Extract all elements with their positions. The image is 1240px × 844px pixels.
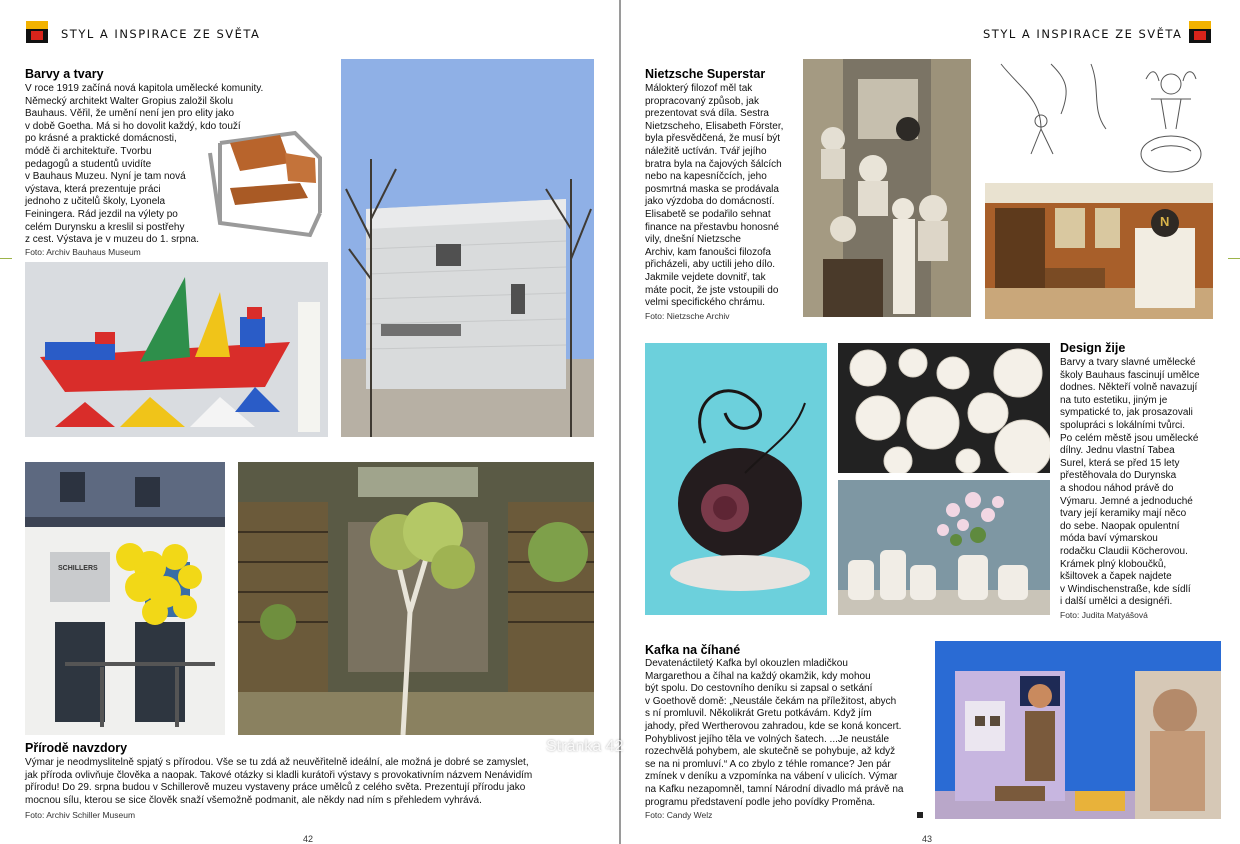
sketch-illustration (981, 59, 1213, 179)
article-body-prirode-navzdory: Výmar je neodmyslitelně spjatý s přírodou. Vše se tu zdá až neuvěřitelně ideální, ale možná je dobré se zamyslet, jak příroda ovlivňuje člověka a naopak. Takové otázky si kladli kurátoři výstavy s provokativním názvem Nenávidím přírodu! Do 29. srpna budou v Schillerově muzeu vystaveny práce umělců z celého světa. Prezentují přírodu jako mocnou sílu, kterou se sice člověk snaží všemožně podmanit, ale někdy nad ním s přehledem vyhrává. (25, 757, 533, 806)
section-header-left: STYL A INSPIRACE ZE SVĚTA (61, 27, 261, 41)
article-body-design-zije: Barvy a tvary slavné umělecké školy Bauhaus fascinují umělce dodnes. Někteří volně navazují na tuto estetiku, jiným je sympatické to, jak prosazovali spolupráci s lokálními tvůrci. Po celém městě jsou umělecké dílny. Jednu vlastní Tabea Surel, která se před 15 lety přestěhovala do Durynska a shodou náhod právě do Výmaru. Jemné a jednoduché tvary její keramiky mají něco do sebe. Naopak opulentní móda baví výmarskou rodačku Claudii Köcherovou. Krámek plný kloboučků, kšiltovek a čapek najdete v Windischenstraße, kde sídlí i další umělci a designéři. (1060, 357, 1200, 608)
article-body-nietzsche: Málokterý filozof měl tak propracovaný způsob, jak prezentovat svá díla. Sestra Nietzscheho, Elisabeth Förster, byla přesvědčená, že musí být náležitě uctíván. Tvář jejího bratra byla na čajových šálcích nebo na kapesníčcích, jeho posmrtná maska se prodávala jako výzdoba do domácností. Elisabetě se podařilo sehnat finance na přestavbu honosné vily, dnešní Nietzsche Archiv, kam fanoušci filozofa přicházeli, aby uctili jeho dílo. Jakmile vejdete dovnitř, tak máte pocit, že jste vstoupili do velmi specifického chrámu. (645, 83, 784, 309)
right-edge-rule (1228, 258, 1240, 259)
article-heading-barvy-a-tvary: Barvy a tvary (25, 67, 104, 81)
nietzsche-busts-photo (803, 59, 971, 317)
ceramic-vases-flowers-photo (838, 480, 1050, 615)
overgrown-library-photo (238, 462, 594, 735)
nietzsche-n-monogram: N (1160, 214, 1170, 229)
ceramics-plates-photo (838, 343, 1050, 473)
kafka-theatre-stage-photo (935, 641, 1221, 819)
article-body-kafka: Devatenáctiletý Kafka byl okouzlen mladičkou Margarethou a číhal na každý okamžik, kdy mohou být spolu. Do cestovního deníku si zapsal o setkání v Goethově domě: „Neustále čekám na příležitost, abych s ní promluvil. Několikrát Gretu potkávám. Když jím jahody, před Wertherovou zahradou, kde se koná koncert. Pohyblivost jejího těla ve volných šatech. ...Je neustále rozechvělá pohybem, ale skutečně se pohybuje, až když se na ni promluví.“ A co zbylo z téhle romance? Jen pár zmínek v deníku a vzpomínka na vábení v ulicích. Výmar na Kafku nezapomněl, tamní Národní divadlo má právě na programu představení podle jeho povídky Proměna. (645, 658, 904, 808)
page-watermark: Stránka 42 (546, 738, 624, 755)
hat-fascinator-photo (645, 343, 827, 615)
photo-credit-bauhaus: Foto: Archiv Bauhaus Museum (25, 247, 141, 257)
photo-credit-design: Foto: Judita Matyášová (1060, 610, 1148, 620)
end-of-article-square (917, 812, 923, 818)
article-heading-kafka-na-cihane: Kafka na číhané (645, 643, 741, 657)
magazine-logo-left (26, 21, 48, 43)
photo-credit-kafka: Foto: Candy Welz (645, 810, 713, 820)
page-number-right: 43 (922, 834, 933, 844)
schillers-sign: SCHILLERS (58, 565, 98, 572)
article-heading-prirode-navzdory: Přírodě navzdory (25, 741, 128, 755)
magazine-logo-right (1189, 21, 1211, 43)
article-body-barvy-a-tvary: V roce 1919 začíná nová kapitola umělecké komunity. Německý architekt Walter Gropius založil školu Bauhaus. Věřil, že umění není jen pro elity jako v době Goetha. Má si ho dovolit každý, kdo touží po krásné a praktické domácnosti, módě či architektuře. Tvorbu pedagogů a studentů uvidíte v Bauhaus Muzeu. Nyní je tam nová výstava, která prezentuje práci jednoho z učitelů školy, Lyonela Feiningera. Rád jezdil na výlety po celém Durynsku a kreslil si postřehy z cest. Výstava je v muzeu do 1. srpna. (25, 83, 264, 246)
article-heading-design-zije: Design žije (1060, 341, 1126, 355)
article-heading-nietzsche-superstar: Nietzsche Superstar (645, 67, 766, 81)
section-header-right: STYL A INSPIRACE ZE SVĚTA (983, 27, 1183, 41)
nietzsche-archive-interior-photo (985, 183, 1213, 319)
bauhaus-chair-photo (200, 113, 330, 245)
page-gutter (619, 0, 621, 844)
photo-credit-nietzsche: Foto: Nietzsche Archiv (645, 311, 730, 321)
bauhaus-museum-building-photo (341, 59, 594, 437)
page-number-left: 42 (303, 834, 314, 844)
schiller-museum-facade-photo (25, 462, 225, 735)
photo-credit-schiller: Foto: Archiv Schiller Museum (25, 810, 136, 820)
bauhaus-toy-ship-photo (25, 262, 328, 437)
left-edge-rule (0, 258, 12, 259)
